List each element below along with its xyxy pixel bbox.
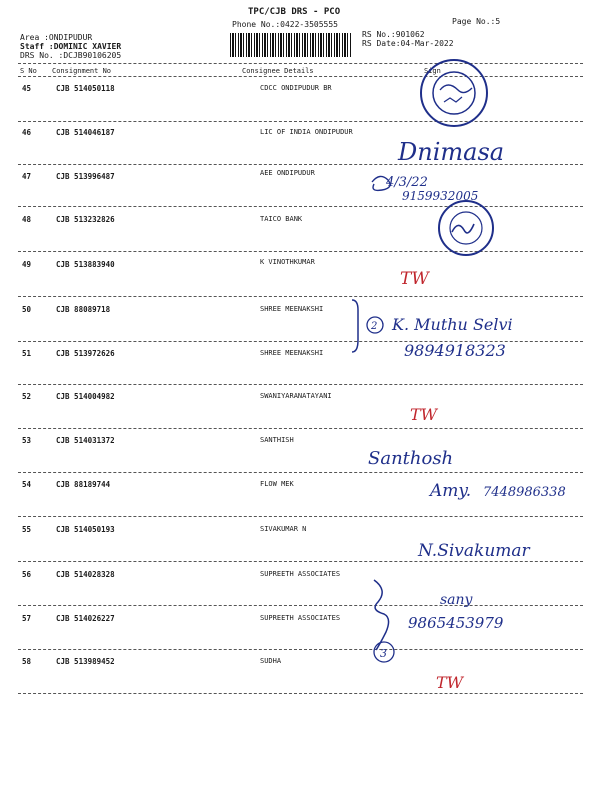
row-sno: 48 (22, 215, 32, 224)
phone-number: Phone No.:0422-3505555 (232, 20, 338, 29)
row-sno: 45 (22, 84, 32, 93)
drs-number: DRS No. :DCJB90106205 (20, 51, 122, 60)
row-consignment: CJB 514050193 (56, 525, 115, 534)
phone-row-47: 9159932005 (402, 189, 479, 203)
row-sno: 58 (22, 657, 32, 666)
round-stamp-icon (439, 201, 493, 255)
row-consignee: LIC OF INDIA ONDIPUDUR (260, 128, 353, 136)
row-consignment: CJB 514031372 (56, 436, 115, 445)
row-consignee: SUDHA (260, 657, 282, 665)
row-consignment: CJB 514026227 (56, 614, 115, 623)
circle-number-row-50: 2 (371, 321, 378, 332)
row-consignee: SANTHISH (260, 436, 294, 444)
rs-number: RS No.:901062 (362, 30, 425, 39)
tw-mark-row-49: TW (400, 269, 429, 289)
row-consignee: CDCC ONDIPUDUR BR (260, 84, 332, 92)
row-sno: 47 (22, 172, 32, 181)
column-header-consignment: Consignment No (52, 67, 112, 75)
row-sno: 51 (22, 349, 32, 358)
row-sno: 49 (22, 260, 32, 269)
date-row-47: 4/3/22 (386, 175, 428, 190)
bracket-icon (352, 300, 358, 352)
bank-stamp-icon (421, 60, 487, 126)
row-consignee: SWANIYARANATAYANI (260, 392, 332, 400)
row-sno: 53 (22, 436, 32, 445)
row-sno: 52 (22, 392, 32, 401)
document-title: TPC/CJB DRS - PCO (248, 7, 341, 17)
row-consignment: CJB 513883940 (56, 260, 115, 269)
rs-date: RS Date:04-Mar-2022 (362, 39, 454, 48)
signature-row-56: sany (440, 592, 473, 608)
phone-row-51: 9894918323 (404, 341, 506, 360)
row-consignee: AEE ONDIPUDUR (260, 169, 315, 177)
row-consignee: K VINOTHKUMAR (260, 258, 315, 266)
staff-label: Staff :DOMINIC XAVIER (20, 42, 122, 51)
signature-row-54: Amy. (430, 481, 472, 501)
name-row-50: K. Muthu Selvi (392, 315, 513, 334)
row-consignee: SHREE MEENAKSHI (260, 349, 324, 357)
signature-row-53: Santhosh (368, 448, 454, 469)
row-consignment: CJB 514028328 (56, 570, 115, 579)
row-consignee: FLOW MEK (260, 480, 294, 488)
bracket-icon (374, 580, 389, 650)
row-consignment: CJB 88089718 (56, 305, 111, 314)
row-sno: 55 (22, 525, 32, 534)
row-sno: 46 (22, 128, 32, 137)
page-number: Page No.:5 (452, 17, 501, 26)
row-consignee: TAICO BANK (260, 215, 303, 223)
area-label: Area :ONDIPUDUR (20, 33, 93, 42)
row-sno: 57 (22, 614, 32, 623)
row-consignment: CJB 514050118 (56, 84, 115, 93)
row-consignment: CJB 513972626 (56, 349, 115, 358)
row-consignee: SHREE MEENAKSHI (260, 305, 324, 313)
phone-row-57: 9865453979 (408, 614, 504, 632)
row-sno: 56 (22, 570, 32, 579)
circle-number-row-57: 3 (380, 647, 387, 660)
tw-mark-row-52: TW (410, 405, 438, 424)
signature-row-46: Dnimasa (398, 138, 505, 166)
row-consignment: CJB 513989452 (56, 657, 115, 666)
row-consignment: CJB 514046187 (56, 128, 115, 137)
row-consignment: CJB 514004982 (56, 392, 115, 401)
column-header-consignee: Consignee Details (242, 67, 314, 75)
row-consignee: SIVAKUMAR N (260, 525, 307, 533)
column-header-sno: S No (20, 67, 37, 75)
row-sno: 50 (22, 305, 32, 314)
tw-mark-row-58: TW (436, 673, 464, 692)
column-header-signature: Sign (424, 67, 441, 75)
row-sno: 54 (22, 480, 32, 489)
row-consignment: CJB 88189744 (56, 480, 111, 489)
row-consignment: CJB 513232826 (56, 215, 115, 224)
row-consignee: SUPREETH ASSOCIATES (260, 570, 341, 578)
row-consignee: SUPREETH ASSOCIATES (260, 614, 341, 622)
signature-row-55: N.Sivakumar (418, 541, 530, 561)
row-consignment: CJB 513996487 (56, 172, 115, 181)
phone-row-54: 7448986338 (483, 485, 566, 500)
